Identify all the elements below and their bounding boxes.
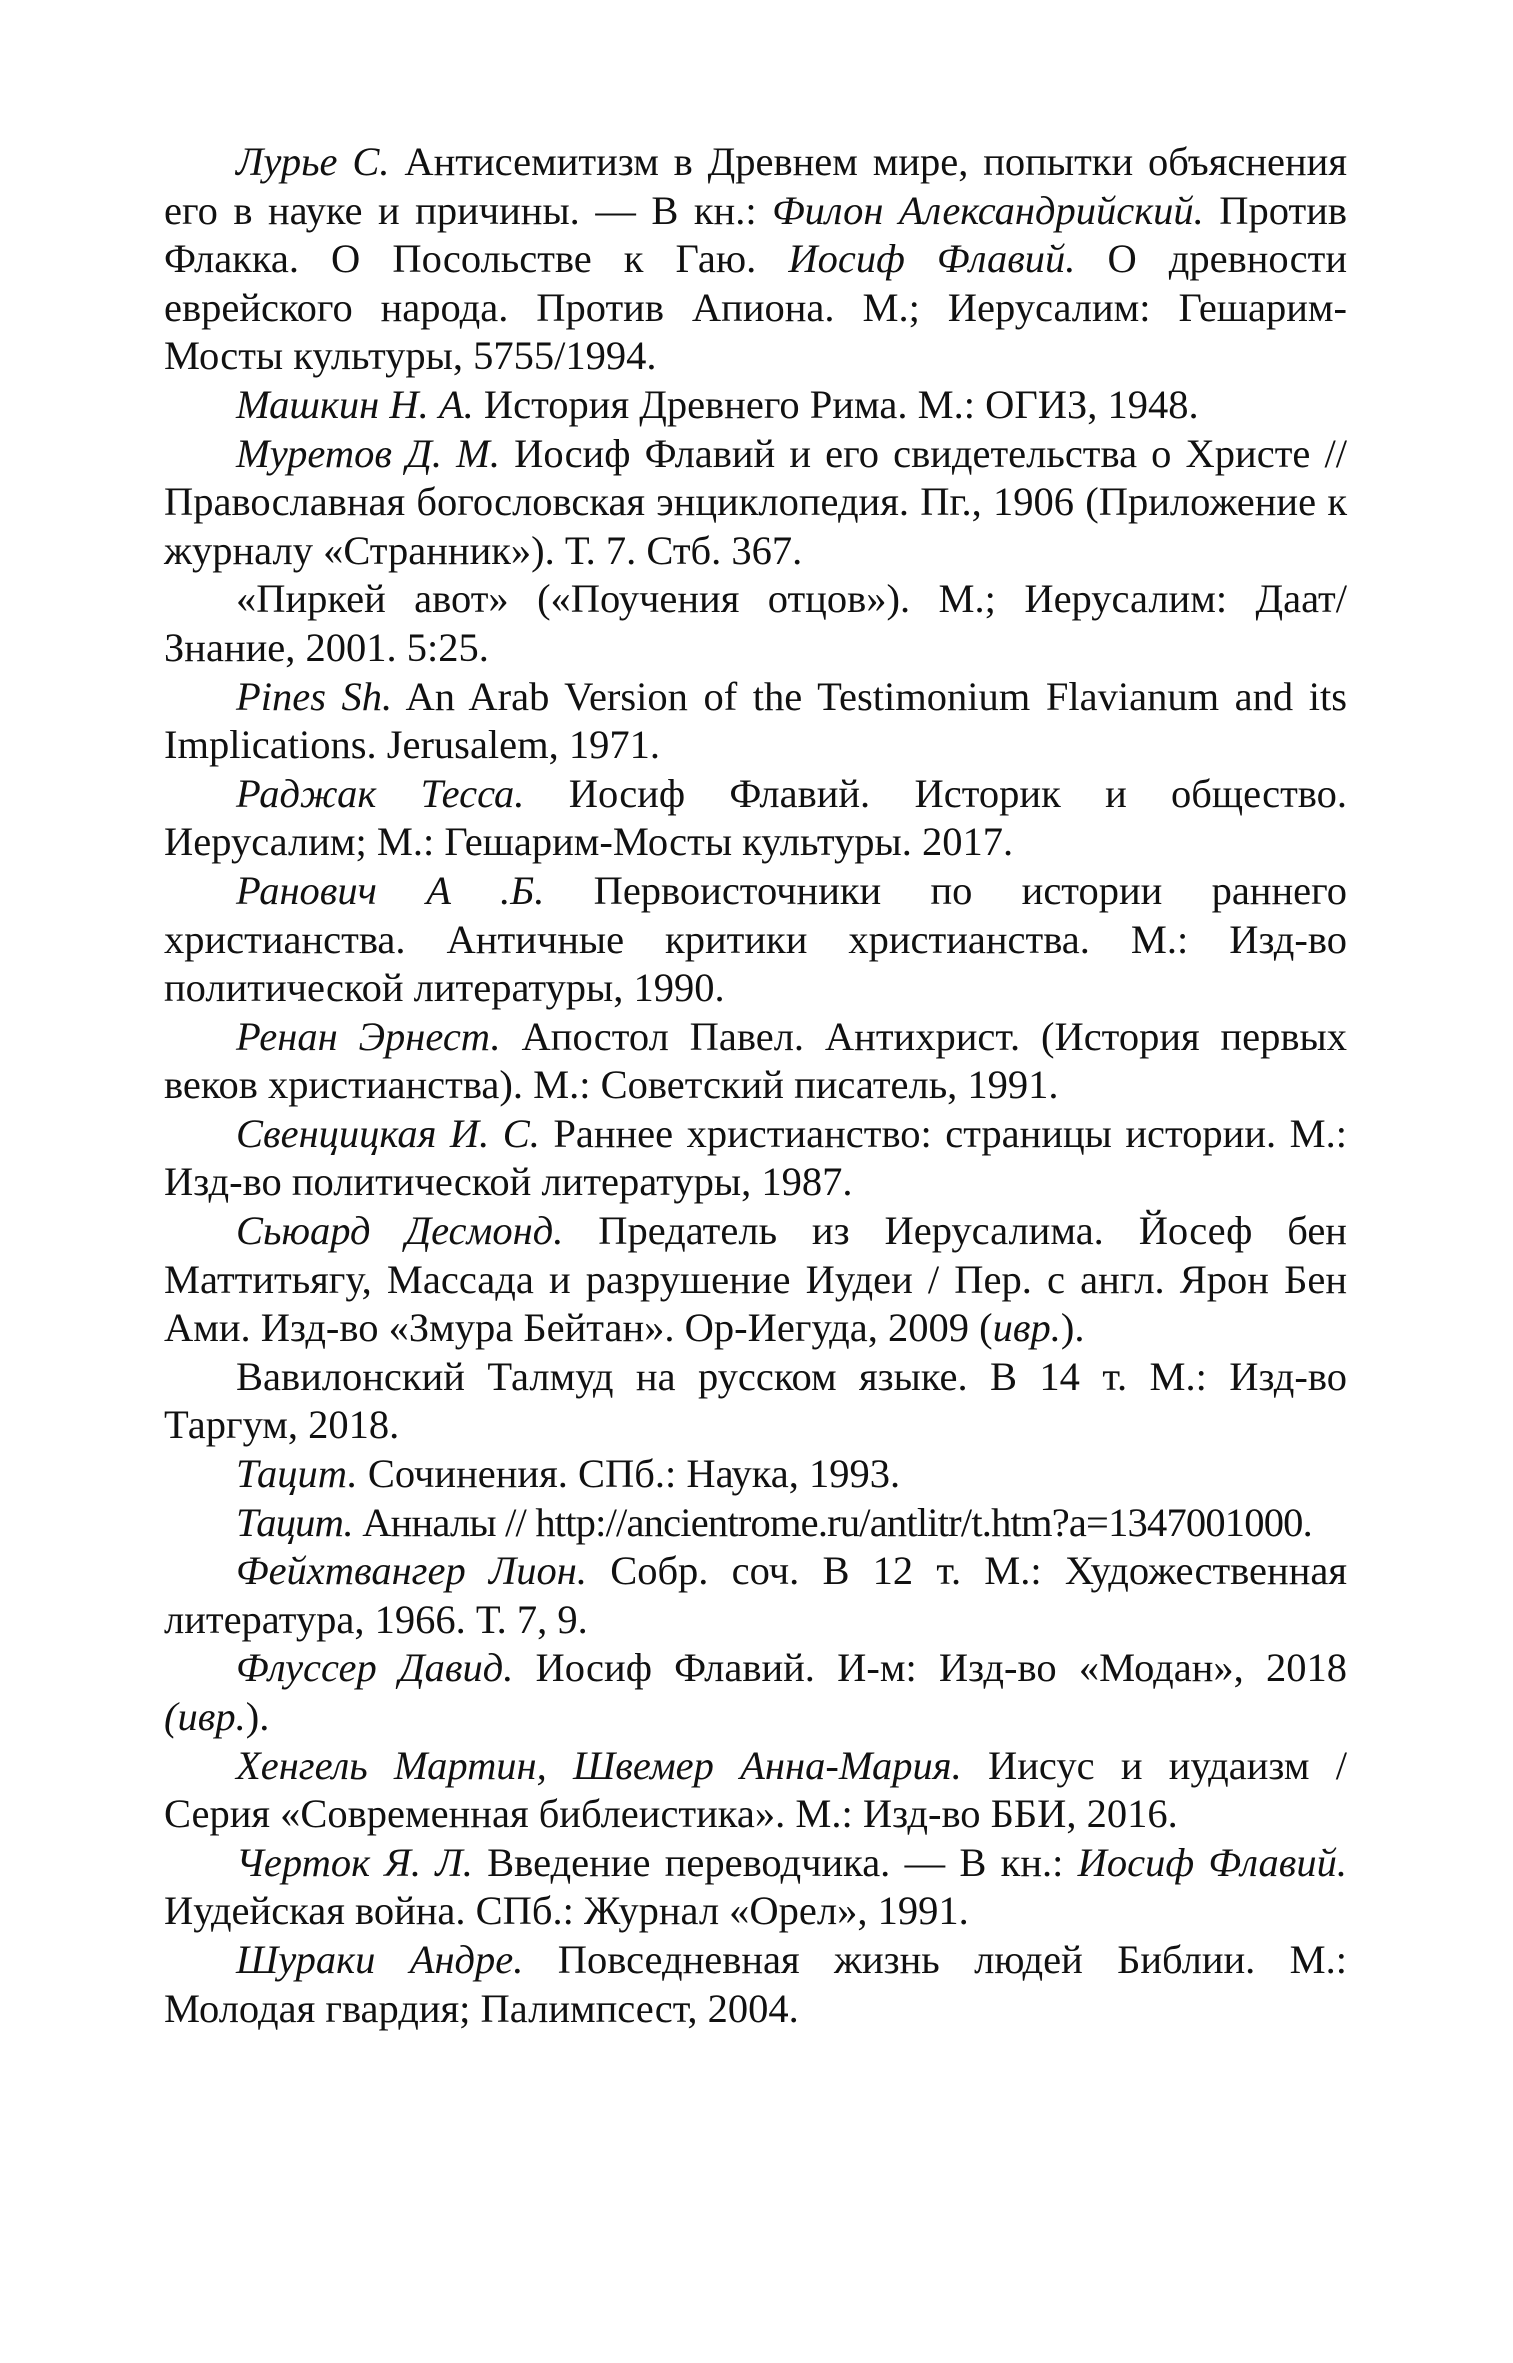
bib-text: Предатель из Иерусалима. Йосеф бен Маттитьягу, Массада и разрушение Иудеи / Пер. с англ. Ярон Бен Ами. Изд-во «Змура Бейтан». Ор-Иегуда, 2009 ( [164,1208,1347,1351]
bib-text: Иосиф Флавий. Историк и общество. Иерусалим; М.: Гешарим-Мосты культуры. 2017. [164,770,1347,865]
bib-text: Антисемитизм в Древнем мире, попытки объяснения его в науке и причины. — В кн.: [164,139,1347,233]
bib-entry-seward [164,1207,1347,1353]
bib-entry-pines [164,673,1347,770]
bib-entry-ranovich [164,867,1347,1013]
bib-entry-pirkei-avot [164,575,1347,672]
bib-author: Pines Sh. [236,673,393,719]
bib-author: Ренан Эрнест. [236,1013,501,1059]
bib-author: Сьюард Десмонд. [236,1208,564,1254]
bib-text: Иисус и иудаизм / Серия «Современная библеистика». М.: Изд-во ББИ, 2016. [164,1742,1347,1837]
bib-entry-rajak [164,770,1347,867]
bib-italic-title: Иосиф Флавий. [788,236,1076,282]
bib-entry-feuchtwanger [164,1547,1347,1644]
bib-text: Раннее христианство: страницы истории. М.: Изд-во политической литературы, 1987. [164,1110,1347,1205]
bib-text: О древности еврейского народа. Против Апиона. М.; Иерусалим: Гешарим-Мосты культуры, 5755/1994. [164,236,1348,379]
bib-author: Хенгель Мартин, Швемер Анна-Мария. [236,1742,962,1788]
bib-author: Лурье С. [236,139,390,184]
bib-entry-chertok [164,1839,1347,1936]
bib-text: Апостол Павел. Антихрист. (История первых веков христианства). М.: Советский писатель, 1991. [164,1013,1347,1108]
bib-text: Собр. соч. В 12 т. М.: Художественная литература, 1966. Т. 7, 9. [164,1548,1347,1642]
bib-text: Введение переводчика. — В кн.: [472,1839,1078,1885]
bib-author: Тацит. [236,1499,353,1545]
bib-text: Иосиф Флавий и его свидетельства о Христе // Православная богословская энциклопедия. Пг., 1906 (Приложение к журналу «Странник»). Т. 7. Стб. 367. [164,430,1348,573]
bib-author: Тацит. [236,1451,358,1497]
bib-entry-chouraqui [164,1936,1347,2033]
bib-text: An Arab Version of the Testimonium Flavianum and its Implications. Jerusalem, 1971. [164,673,1347,768]
bib-italic-lang: (ивр. [164,1694,246,1739]
bib-entry-renan [164,1013,1347,1110]
bib-author: Черток Я. Л. [236,1839,473,1885]
bib-text: ). [1060,1305,1085,1351]
bib-entry-talmud [164,1353,1347,1450]
bib-text: Иудейская война. СПб.: Журнал «Орел», 1991. [164,1888,969,1934]
bib-text: Повседневная жизнь людей Библии. М.: Молодая гвардия; Палимпсест, 2004. [164,1936,1348,2031]
bib-author: Раджак Тесса. [236,770,525,816]
bib-text: Иосиф Флавий. И-м: Изд-во «Модан», 2018 [513,1645,1347,1691]
bib-text: Первоисточники по истории раннего христианства. Античные критики христианства. М.: Изд-во политической литературы, 1990. [164,867,1347,1011]
bib-author: Свенцицкая И. С. [236,1110,540,1156]
bib-entry-tacitus-works [164,1450,1347,1499]
bib-author: Муретов Д. М. [236,430,500,476]
bib-author: Машкин Н. А. [236,381,474,427]
bib-text: «Пиркей авот» («Поучения отцов»). М.; Иерусалим: Даат/ Знание, 2001. 5:25. [164,576,1347,670]
bib-italic-lang: ивр. [992,1305,1061,1351]
bib-text: Вавилонский Талмуд на русском языке. В 14 т. М.: Изд-во Таргум, 2018. [164,1353,1347,1448]
bib-entry-muretov [164,430,1347,576]
bibliography-page [164,138,1347,2033]
bib-italic-title: Филон Александрийский. [772,187,1204,233]
bib-text: Против Флакка. О Посольстве к Гаю. [164,187,1347,282]
bib-entry-mashkin [164,381,1347,430]
bib-author: Флуссер Давид. [236,1645,514,1691]
bib-entry-flusser [164,1644,1347,1741]
bib-text: История Древнего Рима. М.: ОГИЗ, 1948. [473,381,1199,427]
bib-entry-lurie [164,138,1347,381]
bib-italic-title: Иосиф Флавий. [1077,1839,1347,1885]
bib-author: Ранович А .Б. [236,867,545,913]
bib-text: Анналы // http://ancientrome.ru/antlitr/t.htm?a=1347001000. [352,1499,1312,1545]
bib-entry-tacitus-annals [164,1499,1347,1548]
bib-author: Шураки Андре. [236,1936,524,1982]
bib-author: Фейхтвангер Лион. [236,1548,588,1594]
bib-entry-sventsitskaya [164,1110,1347,1207]
bib-text: Сочинения. СПб.: Наука, 1993. [357,1451,901,1497]
bib-entry-hengel [164,1742,1347,1839]
bib-text: ). [245,1694,270,1739]
